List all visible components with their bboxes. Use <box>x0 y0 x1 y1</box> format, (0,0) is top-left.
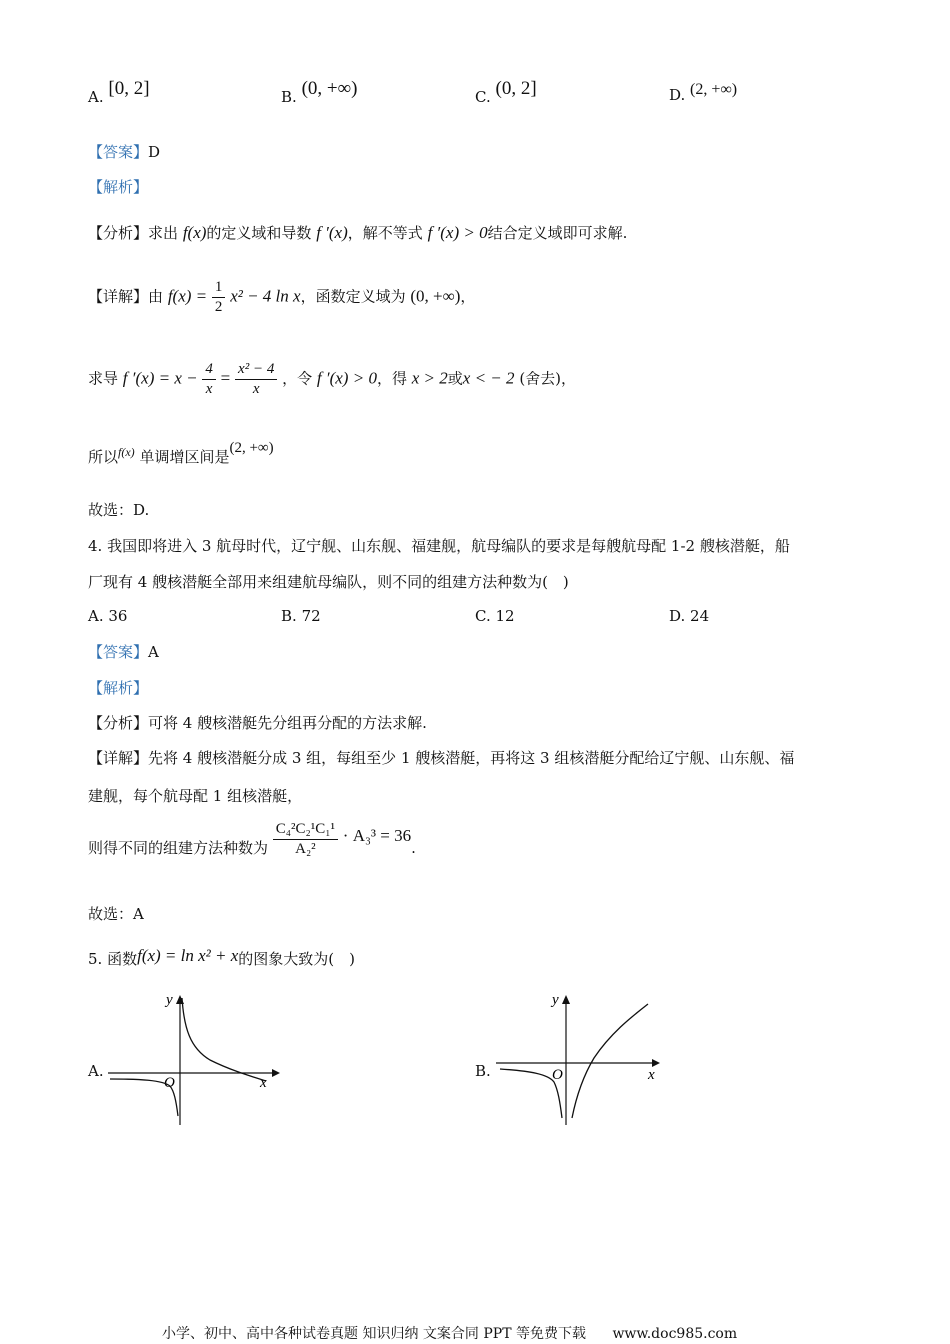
q3-option-b <box>281 78 358 108</box>
q4-option-a <box>88 607 127 625</box>
curve-right-branch <box>572 1004 648 1118</box>
math-domain: (0, +∞) <box>410 286 461 306</box>
option-value: (0, 2] <box>495 78 537 99</box>
text: 可将 4 艘核潜艇先分组再分配的方法求解. <box>148 714 427 732</box>
x-axis-label: x <box>648 1067 655 1083</box>
text: ，解不等式 <box>347 224 423 242</box>
q3-fenxi <box>88 222 627 243</box>
math-fx-small: f(x) <box>118 445 135 459</box>
frac-num: x² − 4 <box>235 360 277 380</box>
frac-den: A₂² <box>295 840 316 857</box>
answer-value: A <box>148 643 159 661</box>
text: 或 <box>447 369 463 388</box>
q3-analysis-tag: 【解析】 <box>88 178 149 196</box>
option-value: (2, +∞) <box>690 81 738 98</box>
text: 所以 <box>88 448 119 466</box>
xiangjie-tag: 【详解】 <box>88 749 149 767</box>
math-q5-formula: f(x) = ln x² + x <box>137 946 239 965</box>
frac-den: x <box>205 380 213 397</box>
text: 结合定义域即可求解. <box>487 224 628 242</box>
frac-num: 4 <box>202 360 216 380</box>
text: 求出 <box>148 224 179 242</box>
text: 的定义域和导数 <box>206 224 312 242</box>
option-label: C. <box>475 88 491 106</box>
q3-option-d <box>669 81 738 105</box>
option-label: B. <box>281 607 297 625</box>
math-fx-rest: x² − 4 ln x <box>230 286 301 306</box>
q4-analysis-tag: 【解析】 <box>88 679 149 697</box>
y-axis-label: y <box>166 992 173 1008</box>
q4-conclusion: 故选：A <box>88 905 144 923</box>
q3-increasing <box>88 440 274 467</box>
graph-a-label: A. <box>88 1062 104 1080</box>
text: 求导 <box>88 369 119 388</box>
fenxi-tag: 【分析】 <box>88 714 149 732</box>
q4-stem-line1: 4. 我国即将进入 3 航母时代，辽宁舰、山东舰、福建舰，航母编队的要求是每艘航母配 1-2 艘核潜艇，船 <box>88 537 790 555</box>
fraction-x2-4-over-x <box>235 360 277 399</box>
math-eq: = <box>220 368 231 388</box>
answer-tag: 【答案】 <box>88 643 149 661</box>
q3-option-a <box>88 78 150 108</box>
xiangjie-tag: 【详解】 <box>88 287 149 306</box>
option-value: (0, +∞) <box>301 78 358 99</box>
option-value: [0, 2] <box>108 78 150 99</box>
y-axis-arrow <box>562 995 570 1004</box>
math-sol2: x < − 2 <box>462 368 515 388</box>
x-axis-arrow <box>272 1069 280 1077</box>
math-arrangement: · A₃³ = 36 <box>342 826 412 846</box>
math-sol1: x > 2 <box>411 368 448 388</box>
q3-derivative <box>88 360 576 399</box>
option-label: D. <box>669 86 686 104</box>
q3-conclusion: 故选：D. <box>88 501 150 519</box>
footer-text: 小学、初中、高中各种试卷真题 知识归纳 文案合同 PPT 等免费下载 <box>162 1326 586 1342</box>
frac-den: x <box>252 380 260 397</box>
q4-fenxi <box>88 712 427 733</box>
text: 先将 4 艘核潜艇分成 3 组，每组至少 1 艘核潜艇，再将这 3 组核潜艇分配给辽宁舰、山东舰、福 <box>148 749 795 767</box>
curve-left-branch <box>110 1079 178 1116</box>
fraction-4-over-x <box>202 360 216 399</box>
y-axis-label: y <box>552 992 559 1008</box>
option-label: A. <box>88 607 104 625</box>
q4-option-d <box>669 607 709 625</box>
option-value: 12 <box>495 607 515 625</box>
math-fx: f(x) <box>182 223 207 242</box>
q4-xiangjie-line1 <box>88 747 794 768</box>
option-label: B. <box>281 88 297 106</box>
text: 的图象大致为( ) <box>238 950 356 968</box>
text: ， <box>460 287 476 306</box>
q5-stem <box>88 948 355 969</box>
fraction-combination <box>273 820 338 859</box>
text: ，得 <box>376 369 407 388</box>
footer <box>162 1323 737 1343</box>
text: 5. 函数 <box>88 950 138 968</box>
fraction-half <box>212 278 226 317</box>
text: . <box>411 839 416 858</box>
text: 由 <box>148 287 164 306</box>
text: ，函数定义域为 <box>300 287 406 306</box>
origin-label: O <box>552 1067 563 1083</box>
graph-a <box>100 988 290 1130</box>
x-axis-label: x <box>260 1075 267 1091</box>
footer-url[interactable]: www.doc985.com <box>612 1326 738 1342</box>
q3-answer <box>88 141 160 162</box>
curve-right-branch <box>182 998 266 1081</box>
x-axis-arrow <box>652 1059 660 1067</box>
q4-result <box>88 820 416 859</box>
q4-stem-line2: 厂现有 4 艘核潜艇全部用来组建航母编队，则不同的组建方法种数为( ) <box>88 573 569 591</box>
math-deriv-ineq: f ′(x) > 0 <box>316 368 377 388</box>
option-value: 36 <box>108 607 128 625</box>
option-value: 24 <box>690 607 710 625</box>
q4-option-c <box>475 607 515 625</box>
math-deriv-lhs: f ′(x) = x − <box>122 368 198 388</box>
option-value: 72 <box>301 607 321 625</box>
math-fpx-ineq: f ′(x) > 0 <box>427 223 488 242</box>
option-label: D. <box>669 607 686 625</box>
graph-b <box>490 988 680 1130</box>
text: 单调增区间是 <box>139 448 230 466</box>
frac-num: C₄²C₂¹C₁¹ <box>273 820 338 840</box>
q3-xiangjie <box>88 278 475 317</box>
text: ，令 <box>282 369 313 388</box>
text: 则得不同的组建方法种数为 <box>88 839 269 858</box>
fenxi-tag: 【分析】 <box>88 224 149 242</box>
q4-answer <box>88 641 159 662</box>
q4-option-b <box>281 607 321 625</box>
math-fpx: f ′(x) <box>316 223 348 242</box>
q3-option-c <box>475 78 537 108</box>
origin-label: O <box>164 1075 175 1091</box>
graph-b-label: B. <box>475 1062 491 1080</box>
frac-num: 1 <box>212 278 226 298</box>
frac-den: 2 <box>214 298 223 315</box>
answer-tag: 【答案】 <box>88 143 149 161</box>
math-fx-def: f(x) = <box>167 286 208 306</box>
answer-value: D <box>148 143 161 161</box>
math-interval: (2, +∞) <box>229 440 274 456</box>
text: (舍去)， <box>519 369 577 388</box>
q4-xiangjie-line2: 建舰，每个航母配 1 组核潜艇， <box>88 787 303 805</box>
option-label: C. <box>475 607 491 625</box>
option-label: A. <box>88 88 104 106</box>
